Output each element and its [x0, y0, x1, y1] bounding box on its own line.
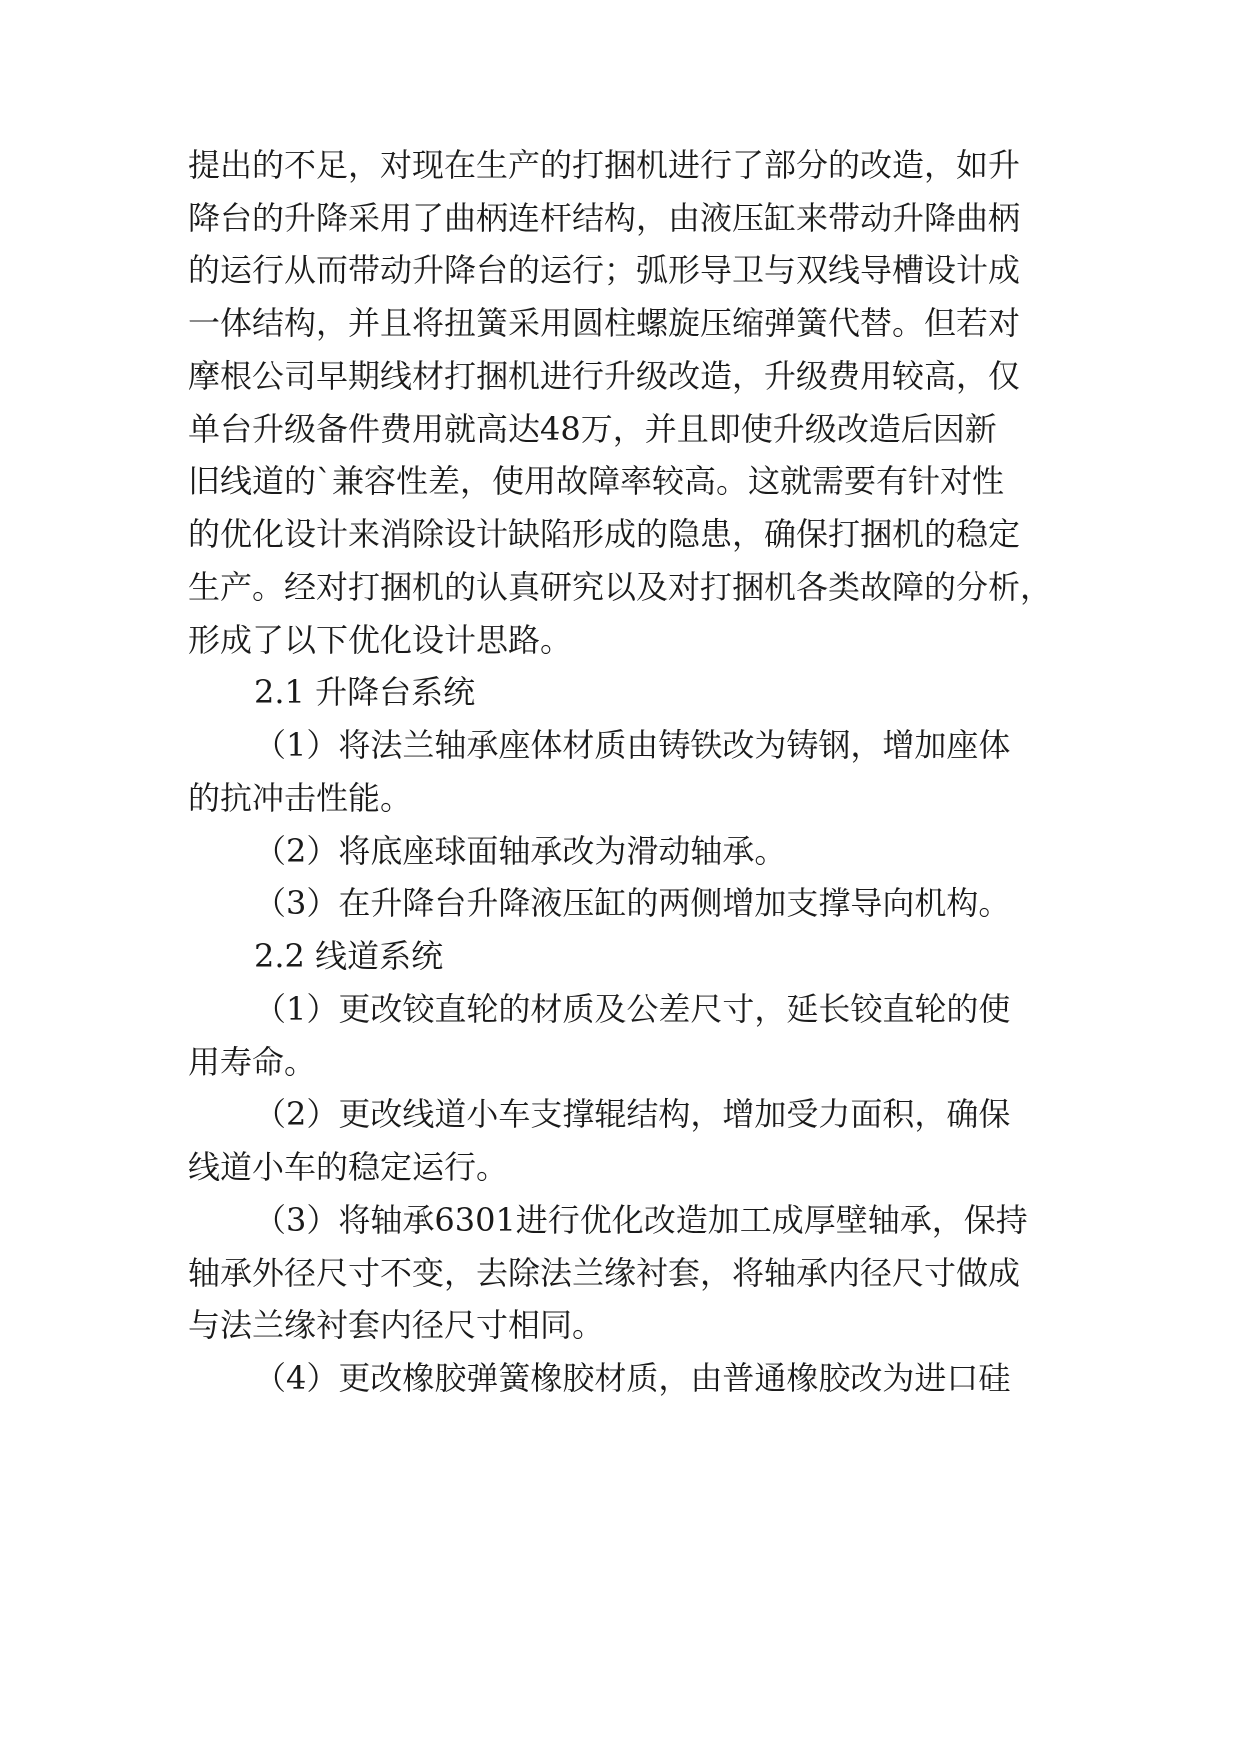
section-2-2-heading: 2.2 线道系统 — [254, 937, 444, 975]
paragraph-1-line-3: 的运行从而带动升降台的运行；弧形导卫与双线导槽设计成 — [188, 251, 1021, 289]
paragraph-1-line-5: 摩根公司早期线材打捆机进行升级改造，升级费用较高，仅 — [188, 357, 1021, 395]
section-2-1-item-3: （3）在升降台升降液压缸的两侧增加支撑导向机构。 — [254, 884, 1011, 922]
paragraph-1-line-6: 单台升级备件费用就高达48万，并且即使升级改造后因新 — [188, 410, 997, 448]
section-2-2-item-3-line-2: 轴承外径尺寸不变，去除法兰缘衬套，将轴承内径尺寸做成 — [188, 1254, 1021, 1292]
section-2-2-item-3-line-3: 与法兰缘衬套内径尺寸相同。 — [188, 1306, 605, 1344]
section-2-1-item-1-line-1: （1）将法兰轴承座体材质由铸铁改为铸钢，增加座体 — [254, 726, 1011, 764]
section-2-1-heading: 2.1 升降台系统 — [254, 673, 476, 711]
section-2-1-item-1-line-2: 的抗冲击性能。 — [188, 779, 413, 817]
section-2-2-item-1-line-2: 用寿命。 — [188, 1043, 317, 1081]
paragraph-1-line-7: 旧线道的`兼容性差，使用故障率较高。这就需要有针对性 — [188, 462, 1005, 500]
section-2-2-item-3-line-1: （3）将轴承6301进行优化改造加工成厚壁轴承，保持 — [254, 1201, 1028, 1239]
paragraph-1-line-2: 降台的升降采用了曲柄连杆结构，由液压缸来带动升降曲柄 — [188, 199, 1021, 237]
section-2-2-item-2-line-2: 线道小车的稳定运行。 — [188, 1148, 509, 1186]
paragraph-1-line-9: 生产。经对打捆机的认真研究以及对打捆机各类故障的分析， — [188, 568, 1053, 606]
section-2-2-item-2-line-1: （2）更改线道小车支撑辊结构，增加受力面积，确保 — [254, 1095, 1011, 1133]
paragraph-1-line-4: 一体结构，并且将扭簧采用圆柱螺旋压缩弹簧代替。但若对 — [188, 304, 1021, 342]
paragraph-1-line-1: 提出的不足，对现在生产的打捆机进行了部分的改造，如升 — [188, 146, 1021, 184]
paragraph-1-line-8: 的优化设计来消除设计缺陷形成的隐患，确保打捆机的稳定 — [188, 515, 1021, 553]
section-2-2-item-4-line-1: （4）更改橡胶弹簧橡胶材质，由普通橡胶改为进口硅 — [254, 1359, 1011, 1397]
section-2-1-item-2: （2）将底座球面轴承改为滑动轴承。 — [254, 832, 787, 870]
paragraph-1-line-10: 形成了以下优化设计思路。 — [188, 621, 573, 659]
section-2-2-item-1-line-1: （1）更改铰直轮的材质及公差尺寸，延长铰直轮的使 — [254, 990, 1011, 1028]
